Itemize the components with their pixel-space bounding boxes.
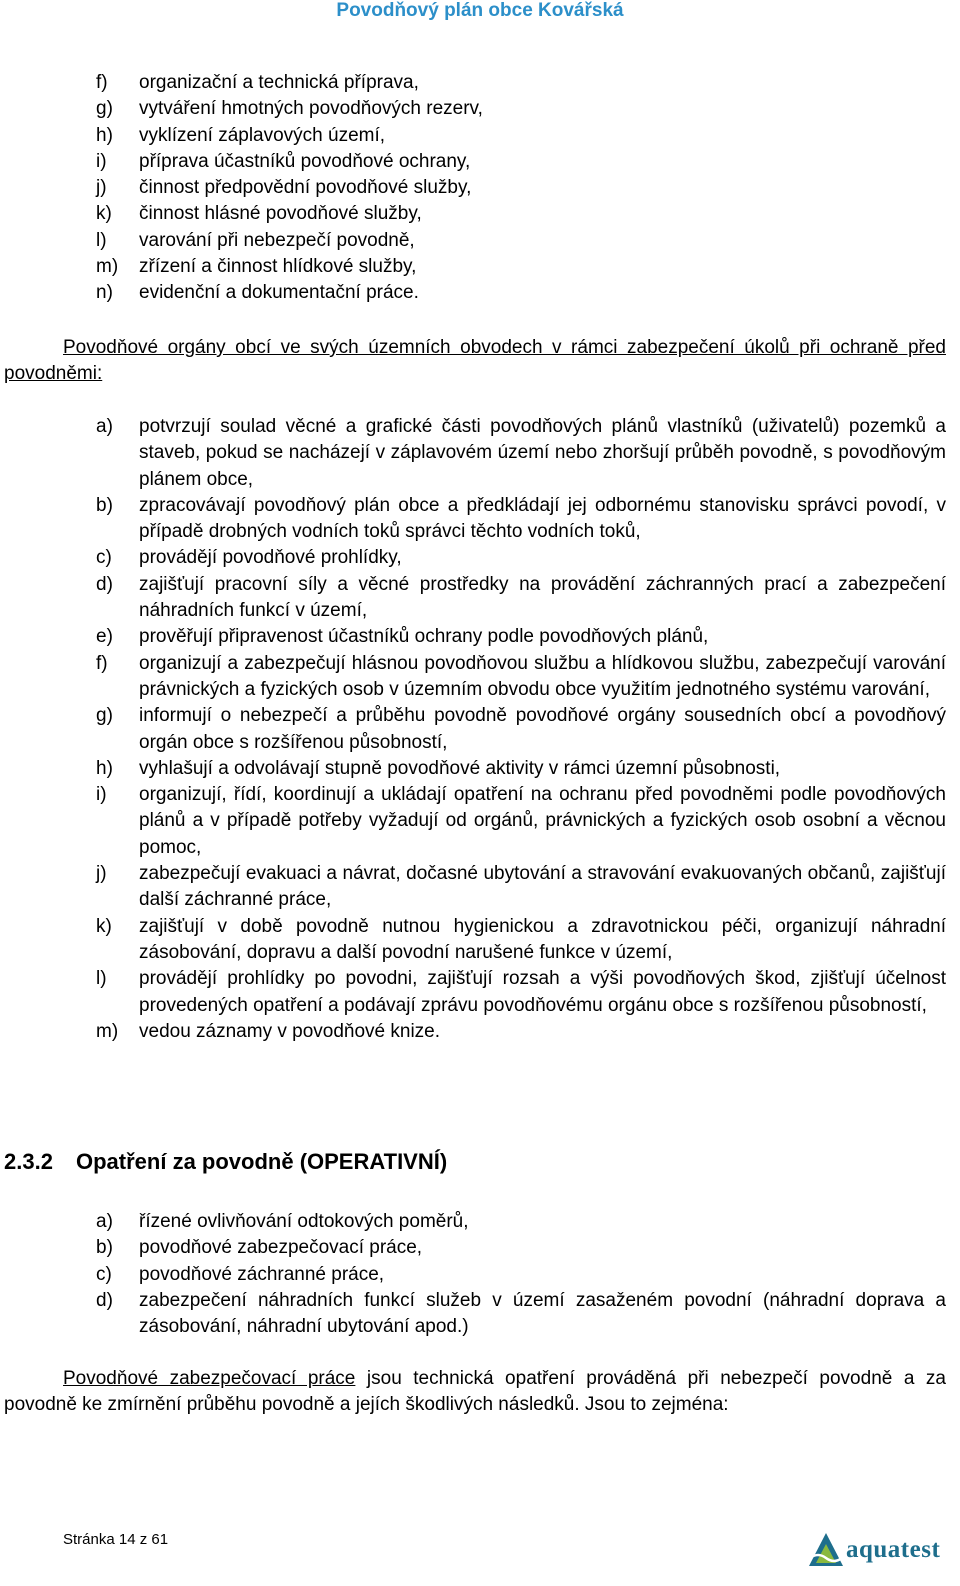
aquatest-logo [806,1530,956,1570]
list-item-text: zpracovávají povodňový plán obce a předkládají jej odbornému stanovisku správci povodí, v případě drobných vodních toků správci těchto vodních toků, [139,494,946,543]
list-item-marker: j) [96,863,107,885]
list-item-marker: m) [96,256,119,278]
protective-works-lead: Jsou to zejména: [584,1394,729,1416]
list-item [0,175,960,201]
list-item-marker: d) [96,573,113,595]
page-header-title: Povodňový plán obce Kovářská [336,0,624,21]
list-item [0,123,960,149]
list-item-text: zajišťují v době povodně nutnou hygienickou a zdravotnickou péči, organizují náhradní zásobování, dopravu a další povodní narušené funkce v území, [139,915,946,963]
list-item-text: zabezpečení náhradních funkcí služeb v území zasaženém povodní (náhradní doprava a zásobování, náhradní ubytování apod.) [139,1289,946,1338]
section-number: 2.3.2 [4,1149,53,1174]
aquatest-logo-text: aquatest [846,1536,941,1563]
list-item [0,1235,960,1261]
list-item [0,861,960,914]
list-item-text: činnost předpovědní povodňové služby, [139,177,472,199]
list-item [0,572,960,625]
list-item [0,96,960,122]
list-item-marker: l) [96,968,107,990]
list-item-text: zabezpečují evakuaci a návrat, dočasné ubytování a stravování evakuovaných občanů, zajišťují další záchranné práce, [139,863,946,911]
protective-works-paragraph [4,1366,946,1419]
list-item [0,201,960,227]
list-item-marker: h) [96,124,113,146]
list-item-marker: i) [96,150,107,172]
list-item-text: evidenční a dokumentační práce. [139,282,419,304]
list-item-marker: k) [96,203,112,225]
task-list-continued [0,70,960,307]
list-item [0,414,960,493]
list-item-marker: g) [96,98,113,120]
list-item-text: vyhlašují a odvolávají stupně povodňové aktivity v rámci územní působnosti, [139,757,781,779]
list-item [0,545,960,571]
authorities-duties-list [0,414,960,1045]
protective-works-text: jsou technická opatření prováděná při nebezpečí povodně a za povodně ke zmírnění průběhu povodně a jejích škodlivých následků. [4,1368,946,1416]
list-item [0,1262,960,1288]
list-item-marker: f) [96,72,108,93]
list-item-marker: i) [96,784,107,806]
list-item [0,756,960,782]
list-item-text: zajišťují pracovní síly a věcné prostředky na provádění záchranných prací a zabezpečení náhradních funkcí v území, [139,573,946,622]
section-title: Opatření za povodně (OPERATIVNÍ) [76,1149,448,1174]
aquatest-logo-icon [806,1530,846,1570]
intro-paragraph-text: Povodňové orgány obcí ve svých územních obvodech v rámci zabezpečení úkolů při ochraně před povodněmi: [4,337,946,385]
list-item [0,493,960,546]
operative-measures-list [0,1209,960,1340]
list-item-marker: k) [96,915,112,937]
list-item-marker: c) [96,547,112,569]
list-item-text: organizují a zabezpečují hlásnou povodňovou službu a hlídkovou službu, zabezpečují varování právnických a fyzických osob v územním obvodu obce využitím jednotného systému varování, [139,652,946,700]
list-item-text: vytváření hmotných povodňových rezerv, [139,98,483,120]
section-heading [4,1147,447,1177]
list-item-text: provádějí povodňové prohlídky, [139,547,402,569]
list-item-marker: l) [96,229,107,251]
intro-paragraph [4,335,946,388]
list-item-text: organizují, řídí, koordinují a ukládají opatření na ochranu před povodněmi podle povodňových plánů a v případě potřeby vyžadují od orgánů, právnických a fyzických osob osobní a věcnou pomoc, [139,784,946,858]
list-item-marker: c) [96,1263,112,1285]
list-item-marker: d) [96,1289,113,1311]
list-item [0,914,960,967]
list-item [0,228,960,254]
list-item-text: činnost hlásné povodňové služby, [139,203,422,225]
list-item [0,651,960,704]
list-item-text: zřízení a činnost hlídkové služby, [139,256,417,278]
list-item-marker: b) [96,1237,113,1259]
list-item [0,70,960,96]
protective-works-term: Povodňové zabezpečovací práce [63,1368,356,1389]
list-item-text: povodňové zabezpečovací práce, [139,1237,423,1259]
list-item [0,703,960,756]
list-item [0,1019,960,1045]
list-item-marker: a) [96,416,113,437]
list-item [0,966,960,1019]
list-item-marker: a) [96,1211,113,1232]
list-item [0,782,960,861]
list-item [0,1288,960,1341]
page-number: Stránka 14 z 61 [63,1531,169,1548]
list-item-text: varování při nebezpečí povodně, [139,229,415,251]
list-item-marker: n) [96,282,113,304]
list-item [0,254,960,280]
list-item-text: příprava účastníků povodňové ochrany, [139,150,471,172]
list-item-marker: b) [96,494,113,516]
list-item-marker: g) [96,705,113,727]
list-item-marker: f) [96,652,108,674]
list-item-text: prověřují připravenost účastníků ochrany podle povodňových plánů, [139,626,709,648]
list-item-marker: e) [96,626,113,648]
list-item-text: informují o nebezpečí a průběhu povodně povodňové orgány sousedních obcí a povodňový orgán obce s rozšířenou působností, [139,705,946,753]
list-item [0,149,960,175]
list-item [0,624,960,650]
list-item-text: vedou záznamy v povodňové knize. [139,1020,441,1042]
list-item-marker: m) [96,1020,119,1042]
list-item-marker: j) [96,177,107,199]
list-item [0,280,960,306]
list-item-text: organizační a technická příprava, [139,72,419,93]
list-item-text: potvrzují soulad věcné a grafické části povodňových plánů vlastníků (uživatelů) pozemků a staveb, pokud se nacházejí v záplavovém území nebo zhoršují průběh povodně, s povodňovým plánem obce, [139,416,946,490]
list-item [0,1209,960,1235]
list-item-text: řízené ovlivňování odtokových poměrů, [139,1211,469,1232]
list-item-text: provádějí prohlídky po povodni, zajišťují rozsah a výši povodňových škod, zjišťují účelnost provedených opatření a podávají zprávu povodňovému orgánu obce s rozšířenou působností, [139,968,946,1016]
list-item-text: povodňové záchranné práce, [139,1263,385,1285]
list-item-marker: h) [96,757,113,779]
list-item-text: vyklízení záplavových území, [139,124,386,146]
